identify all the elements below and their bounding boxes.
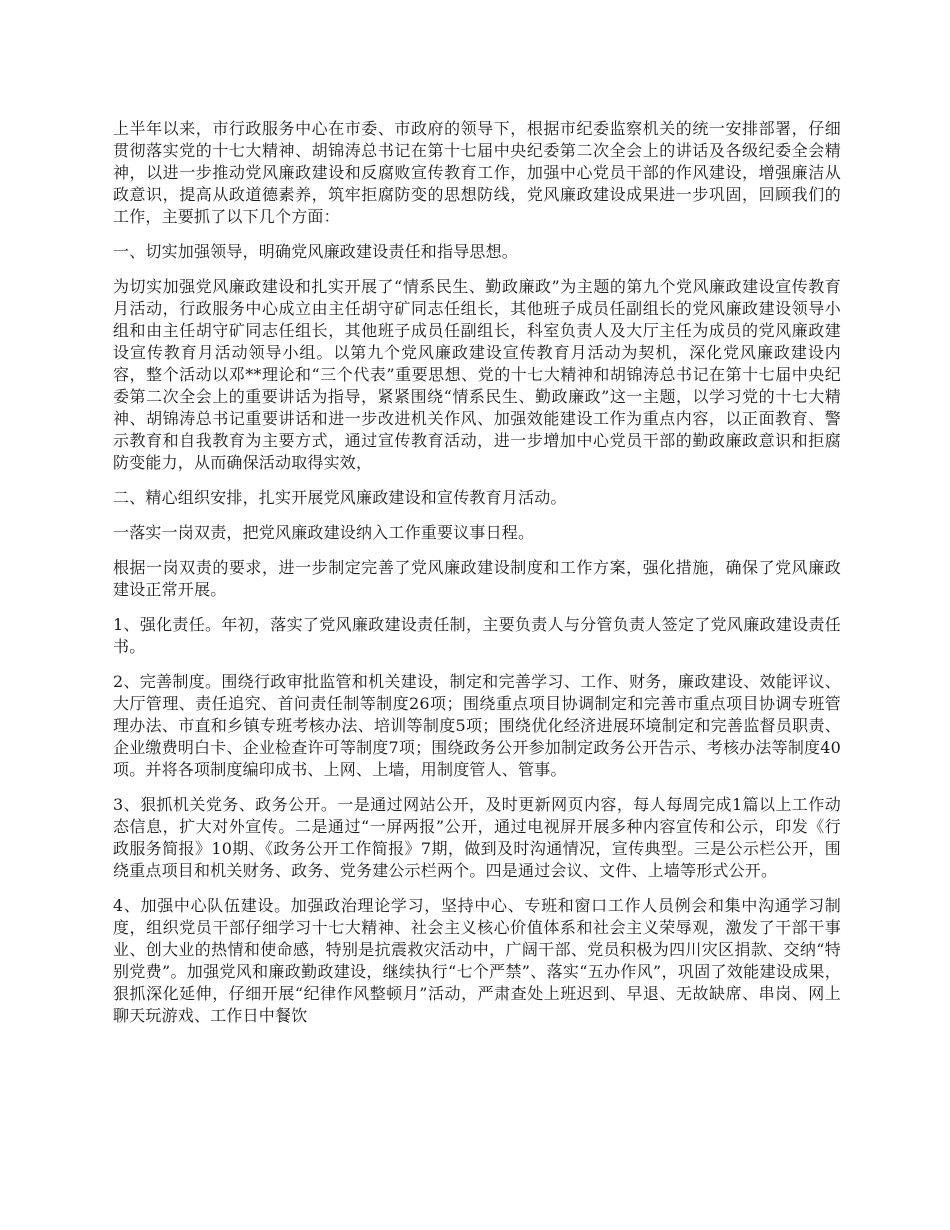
subheading-responsibility: 一落实一岗双责，把党风廉政建设纳入工作重要议事日程。 <box>113 523 535 542</box>
paragraph-responsibility: 根据一岗双责的要求，进一步制定完善了党风廉政建设制度和工作方案，强化措施，确保了党风廉政建设正常开展。 <box>113 558 841 599</box>
paragraph-section-1: 为切实加强党风廉政建设和扎实开展了“情系民生、勤政廉政”为主题的第九个党风廉政建设宣传教育月活动，行政服务中心成立由主任胡守矿同志任组长，其他班子成员任副组长的党风廉政建设领导小组和由主任胡守矿同志任组长，其他班子成员任副组长，科室负责人及大厅主任为成员的党风廉政建设宣传教育月活动领导小组。以第九个党风廉政建设宣传教育月活动为契机，深化党风廉政建设内容，整个活动以邓**理论和“三个代表”重要思想、党的十七大精神和胡锦涛总书记在第十七届中央纪委第二次全会上的重要讲话为指导，紧紧围绕“情系民生、勤政廉政”这一主题，以学习党的十七大精神、胡锦涛总书记重要讲话和进一步改进机关作风、加强效能建设工作为重点内容，以正面教育、警示教育和自我教育为主要方式，通过宣传教育活动，进一步增加中心党员干部的勤政廉政意识和拒腐防变能力，从而确保活动取得实效， <box>113 277 841 472</box>
item-2-improve-system: 2、完善制度。围绕行政审批监管和机关建设，制定和完善学习、工作、财务，廉政建设、效能评议、大厅管理、责任追究、首问责任制等制度26项；围绕重点项目协调制定和完善市重点项目协调专班管理办法、市直和乡镇专班考核办法、培训等制度5项；围绕优化经济进展环境制定和完善监督员职责、企业缴费明白卡、企业检查许可等制度7项；围绕政务公开参加制定政务公开告示、考核办法等制度40项。并将各项制度编印成书、上网、上墙，用制度管人、管事。 <box>113 672 841 779</box>
document-body <box>113 118 841 1040</box>
item-1-strengthen-responsibility: 1、强化责任。年初，落实了党风廉政建设责任制，主要负责人与分管负责人签定了党风廉政建设责任书。 <box>113 615 841 656</box>
heading-section-1: 一、切实加强领导，明确党风廉政建设责任和指导思想。 <box>113 242 519 261</box>
item-4-team-building: 4、加强中心队伍建设。加强政治理论学习，坚持中心、专班和窗口工作人员例会和集中沟通学习制度，组织党员干部仔细学习十七大精神、社会主义核心价值体系和社会主义荣辱观，激发了干部干事业、创大业的热情和使命感，特别是抗震救灾活动中，广阔干部、党员积极为四川灾区捐款、交纳“特别党费”。加强党风和廉政勤政建设，继续执行“七个严禁”、落实“五办作风”，巩固了效能建设成果，狠抓深化延伸，仔细开展“纪律作风整顿月”活动，严肃查处上班迟到、早退、无故缺席、串岗、网上聊天玩游戏、工作日中餐饮 <box>113 896 841 1025</box>
heading-section-2: 二、精心组织安排，扎实开展党风廉政建设和宣传教育月活动。 <box>113 488 567 507</box>
paragraph-intro: 上半年以来，市行政服务中心在市委、市政府的领导下，根据市纪委监察机关的统一安排部署，仔细贯彻落实党的十七大精神、胡锦涛总书记在第十七届中央纪委第二次全会上的讲话及各级纪委全会精神，以进一步推动党风廉政建设和反腐败宣传教育工作，加强中心党员干部的作风建设，增强廉洁从政意识，提高从政道德素养，筑牢拒腐防变的思想防线，党风廉政建设成果进一步巩固，回顾我们的工作，主要抓了以下几个方面： <box>113 119 841 226</box>
item-3-open-affairs: 3、狠抓机关党务、政务公开。一是通过网站公开，及时更新网页内容，每人每周完成1篇以上工作动态信息，扩大对外宣传。二是通过“一屏两报”公开，通过电视屏开展多种内容宣传和公示，印发《行政服务简报》10期、《政务公开工作简报》7期，做到及时沟通情况，宣传典型。三是公示栏公开，围绕重点项目和机关财务、政务、党务建公示栏两个。四是通过会议、文件、上墙等形式公开。 <box>113 795 841 880</box>
